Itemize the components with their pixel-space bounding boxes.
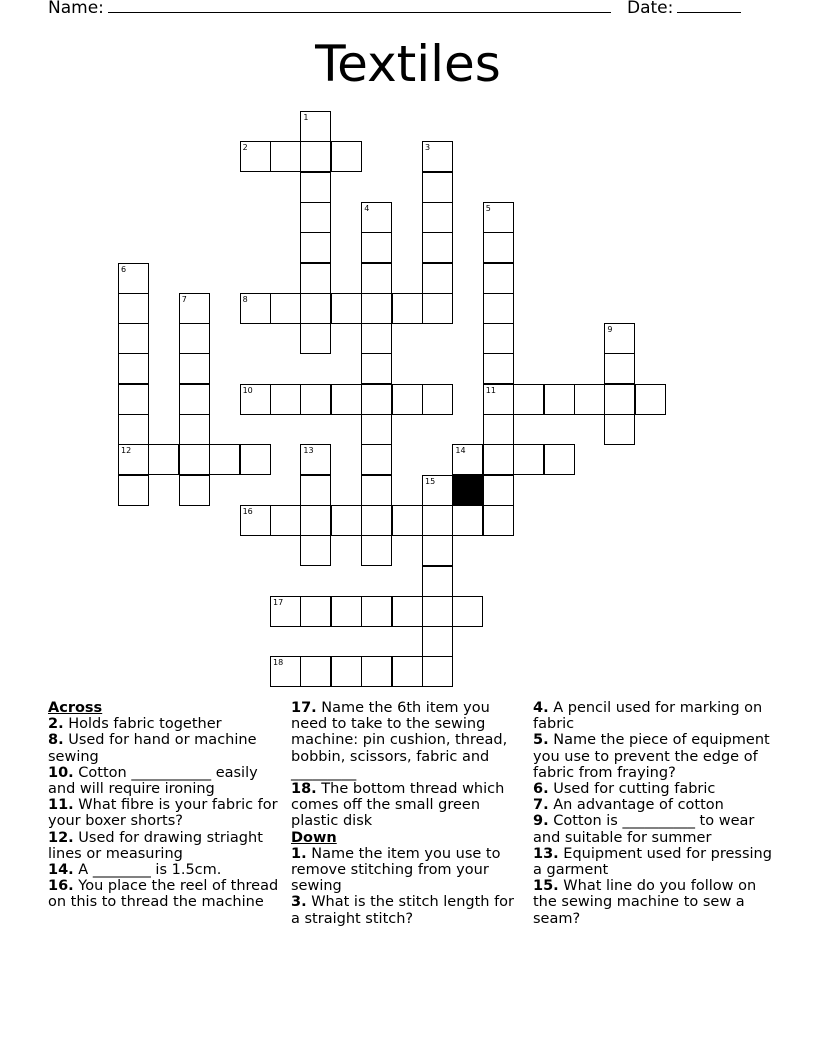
clue-number: 17 bbox=[273, 597, 284, 607]
clue-text: What line do you follow on the sewing machine to sew a seam? bbox=[533, 878, 757, 927]
grid-cell[interactable] bbox=[179, 414, 210, 445]
clue-number: 15. bbox=[533, 878, 559, 895]
clue-number: 17. bbox=[291, 700, 317, 716]
clue-number: 1 bbox=[303, 113, 309, 122]
grid-cell[interactable] bbox=[331, 293, 362, 324]
clue-number: 18 bbox=[273, 658, 284, 668]
clue-number: 15 bbox=[425, 476, 436, 486]
clue-number: 3. bbox=[291, 894, 307, 911]
grid-cell[interactable] bbox=[392, 293, 423, 324]
clue-text: An advantage of cotton bbox=[548, 797, 724, 814]
grid-cell[interactable] bbox=[544, 444, 575, 475]
clue-number: 6. bbox=[533, 781, 549, 798]
grid-cell[interactable] bbox=[392, 656, 423, 687]
grid-cell[interactable] bbox=[361, 384, 392, 415]
grid-cell[interactable] bbox=[361, 414, 392, 445]
grid-cell[interactable] bbox=[513, 444, 544, 475]
across-clue bbox=[48, 732, 280, 764]
grid-cell[interactable] bbox=[270, 293, 301, 324]
grid-cell[interactable] bbox=[300, 172, 331, 203]
grid-cell[interactable] bbox=[422, 505, 453, 536]
grid-cell[interactable] bbox=[331, 656, 362, 687]
clue-number: 13. bbox=[533, 845, 559, 862]
clue-number: 18. bbox=[291, 781, 317, 798]
grid-cell[interactable] bbox=[118, 353, 149, 384]
grid-cell[interactable] bbox=[452, 444, 483, 475]
clue-number: 12 bbox=[121, 446, 132, 456]
clue-text: Name the piece of equipment you use to prevent the edge of fabric from fraying? bbox=[533, 732, 770, 781]
down-clue bbox=[533, 846, 773, 878]
grid-cell[interactable] bbox=[331, 596, 362, 627]
grid-cell[interactable] bbox=[422, 141, 453, 172]
across-clue bbox=[48, 878, 280, 910]
grid-cell[interactable] bbox=[361, 232, 392, 263]
grid-cell[interactable] bbox=[179, 384, 210, 415]
grid-cell[interactable] bbox=[118, 323, 149, 354]
grid-cell[interactable] bbox=[300, 535, 331, 566]
grid-cell[interactable] bbox=[392, 596, 423, 627]
down-clue bbox=[533, 700, 773, 732]
grid-block bbox=[452, 475, 483, 506]
grid-cell[interactable] bbox=[574, 384, 605, 415]
page-title: Textiles bbox=[315, 35, 501, 93]
down-clue bbox=[291, 894, 521, 926]
grid-cell[interactable] bbox=[422, 656, 453, 687]
down-clue bbox=[533, 781, 773, 797]
clue-number: 13 bbox=[303, 446, 314, 456]
clue-number: 14. bbox=[48, 862, 74, 879]
clue-number: 4 bbox=[364, 203, 370, 213]
grid-cell[interactable] bbox=[422, 626, 453, 657]
clue-text: Used for drawing striaght lines or measuring bbox=[48, 829, 263, 862]
grid-cell[interactable] bbox=[331, 505, 362, 536]
clue-number: 9 bbox=[607, 325, 613, 335]
grid-cell[interactable] bbox=[118, 444, 149, 475]
clue-text: Cotton is __________ to wear and suitable for summer bbox=[533, 813, 755, 846]
date-label: Date: bbox=[627, 0, 674, 18]
grid-cell[interactable] bbox=[422, 172, 453, 203]
grid-cell[interactable] bbox=[513, 384, 544, 415]
down-clue bbox=[533, 797, 773, 813]
clue-number: 1. bbox=[291, 845, 307, 862]
grid-cell[interactable] bbox=[361, 475, 392, 506]
clue-text: A pencil used for marking on fabric bbox=[533, 700, 763, 733]
across-clue bbox=[48, 830, 280, 862]
grid-cell[interactable] bbox=[422, 293, 453, 324]
clue-number: 3 bbox=[425, 143, 431, 153]
grid-cell[interactable] bbox=[118, 475, 149, 506]
grid-cell[interactable] bbox=[361, 353, 392, 384]
grid-cell[interactable] bbox=[361, 293, 392, 324]
across-clue bbox=[48, 765, 280, 797]
grid-cell[interactable] bbox=[179, 444, 210, 475]
grid-cell[interactable] bbox=[270, 505, 301, 536]
down-clue bbox=[291, 846, 521, 895]
grid-cell[interactable] bbox=[544, 384, 575, 415]
grid-cell[interactable] bbox=[361, 444, 392, 475]
clue-number: 2. bbox=[48, 716, 64, 733]
grid-cell[interactable] bbox=[422, 566, 453, 597]
clue-number: 11 bbox=[485, 385, 496, 395]
clue-text: Name the 6th item you need to take to the sewing machine: pin cushion, thread, bobbin, scissors, fabric and _________ bbox=[291, 700, 508, 781]
grid-cell[interactable] bbox=[483, 414, 514, 445]
grid-cell[interactable] bbox=[604, 384, 635, 415]
grid-cell[interactable] bbox=[361, 263, 392, 294]
grid-cell[interactable] bbox=[270, 141, 301, 172]
grid-cell[interactable] bbox=[179, 475, 210, 506]
grid-cell[interactable] bbox=[483, 475, 514, 506]
grid-cell[interactable] bbox=[118, 414, 149, 445]
clue-number: 2 bbox=[242, 143, 248, 153]
clue-text: Cotton ___________ easily and will require ironing bbox=[48, 764, 258, 798]
grid-cell[interactable] bbox=[392, 384, 423, 415]
grid-cell[interactable] bbox=[179, 293, 210, 324]
across-clue bbox=[48, 716, 280, 732]
grid-cell[interactable] bbox=[240, 505, 271, 536]
clue-number: 14 bbox=[455, 446, 466, 456]
grid-cell[interactable] bbox=[483, 293, 514, 324]
clue-number: 5. bbox=[533, 732, 549, 749]
grid-cell[interactable] bbox=[300, 293, 331, 324]
grid-cell[interactable] bbox=[300, 323, 331, 354]
grid-cell[interactable] bbox=[300, 505, 331, 536]
down-clue bbox=[533, 813, 773, 845]
grid-cell[interactable] bbox=[422, 596, 453, 627]
clue-number: 7. bbox=[533, 797, 549, 814]
clues-column-3 bbox=[533, 700, 773, 927]
clue-text: What fibre is your fabric for your boxer shorts? bbox=[48, 797, 278, 830]
across-clue bbox=[291, 700, 521, 781]
grid-cell[interactable] bbox=[422, 202, 453, 233]
clue-number: 9. bbox=[533, 813, 549, 830]
grid-cell[interactable] bbox=[422, 263, 453, 294]
grid-cell[interactable] bbox=[300, 202, 331, 233]
grid-cell[interactable] bbox=[240, 293, 271, 324]
grid-cell[interactable] bbox=[300, 141, 331, 172]
grid-cell[interactable] bbox=[361, 656, 392, 687]
grid-cell[interactable] bbox=[604, 414, 635, 445]
clue-number: 4. bbox=[533, 700, 549, 716]
grid-cell[interactable] bbox=[300, 596, 331, 627]
clue-text: The bottom thread which comes off the small green plastic disk bbox=[291, 781, 505, 830]
grid-cell[interactable] bbox=[209, 444, 240, 475]
grid-cell[interactable] bbox=[118, 293, 149, 324]
grid-cell[interactable] bbox=[300, 111, 331, 142]
across-clue bbox=[48, 862, 280, 878]
grid-cell[interactable] bbox=[483, 505, 514, 536]
grid-cell[interactable] bbox=[240, 444, 271, 475]
clue-number: 8 bbox=[242, 294, 248, 304]
grid-cell[interactable] bbox=[361, 202, 392, 233]
grid-cell[interactable] bbox=[300, 232, 331, 263]
grid-cell[interactable] bbox=[240, 141, 271, 172]
grid-cell[interactable] bbox=[422, 475, 453, 506]
grid-cell[interactable] bbox=[483, 323, 514, 354]
clue-number: 16 bbox=[242, 506, 253, 516]
grid-cell[interactable] bbox=[300, 444, 331, 475]
clue-text: Equipment used for pressing a garment bbox=[533, 845, 772, 879]
clue-text: Used for hand or machine sewing bbox=[48, 732, 257, 765]
grid-cell[interactable] bbox=[422, 535, 453, 566]
grid-cell[interactable] bbox=[300, 384, 331, 415]
grid-cell[interactable] bbox=[361, 323, 392, 354]
grid-cell[interactable] bbox=[392, 505, 423, 536]
grid-cell[interactable] bbox=[300, 475, 331, 506]
across-clue bbox=[291, 781, 521, 830]
clue-number: 5 bbox=[485, 203, 491, 213]
down-clue bbox=[533, 878, 773, 927]
across-heading: Across bbox=[48, 700, 103, 716]
grid-cell[interactable] bbox=[483, 384, 514, 415]
grid-cell[interactable] bbox=[270, 384, 301, 415]
grid-cell[interactable] bbox=[118, 384, 149, 415]
grid-cell[interactable] bbox=[300, 656, 331, 687]
grid-cell[interactable] bbox=[331, 384, 362, 415]
grid-cell[interactable] bbox=[483, 353, 514, 384]
grid-cell[interactable] bbox=[240, 384, 271, 415]
name-label: Name: bbox=[48, 0, 104, 18]
grid-cell[interactable] bbox=[452, 505, 483, 536]
grid-cell[interactable] bbox=[331, 141, 362, 172]
clue-number: 10. bbox=[48, 764, 74, 781]
grid-cell[interactable] bbox=[604, 353, 635, 384]
grid-cell[interactable] bbox=[483, 444, 514, 475]
down-heading: Down bbox=[291, 829, 337, 846]
across-clue bbox=[48, 797, 280, 829]
grid-cell[interactable] bbox=[452, 596, 483, 627]
clue-number: 16. bbox=[48, 878, 74, 895]
clue-number: 10 bbox=[242, 385, 253, 395]
grid-cell[interactable] bbox=[422, 232, 453, 263]
grid-cell[interactable] bbox=[270, 656, 301, 687]
grid-cell[interactable] bbox=[361, 505, 392, 536]
grid-cell[interactable] bbox=[483, 263, 514, 294]
clues-column-1 bbox=[48, 700, 280, 911]
clue-text: Holds fabric together bbox=[63, 716, 222, 733]
grid-cell[interactable] bbox=[179, 323, 210, 354]
clue-text: Used for cutting fabric bbox=[548, 781, 716, 798]
down-clue bbox=[533, 732, 773, 781]
grid-cell[interactable] bbox=[604, 323, 635, 354]
clue-number: 6 bbox=[121, 264, 127, 274]
grid-cell[interactable] bbox=[483, 202, 514, 233]
grid-cell[interactable] bbox=[361, 535, 392, 566]
clue-text: A ________ is 1.5cm. bbox=[73, 862, 222, 879]
clue-number: 7 bbox=[181, 294, 187, 304]
grid-cell[interactable] bbox=[179, 353, 210, 384]
grid-cell[interactable] bbox=[118, 263, 149, 294]
clue-text: Name the item you use to remove stitching from your sewing bbox=[291, 845, 501, 895]
clue-number: 12. bbox=[48, 829, 74, 846]
grid-cell[interactable] bbox=[483, 232, 514, 263]
clue-text: What is the stitch length for a straight stitch? bbox=[291, 894, 515, 927]
clues-column-2 bbox=[291, 700, 521, 927]
clue-number: 8. bbox=[48, 732, 64, 749]
grid-cell[interactable] bbox=[300, 263, 331, 294]
clue-text: You place the reel of thread on this to thread the machine bbox=[48, 878, 279, 911]
grid-cell[interactable] bbox=[148, 444, 179, 475]
grid-cell[interactable] bbox=[361, 596, 392, 627]
grid-cell[interactable] bbox=[270, 596, 301, 627]
clue-number: 11. bbox=[48, 797, 74, 814]
grid-cell[interactable] bbox=[422, 384, 453, 415]
grid-cell[interactable] bbox=[635, 384, 666, 415]
